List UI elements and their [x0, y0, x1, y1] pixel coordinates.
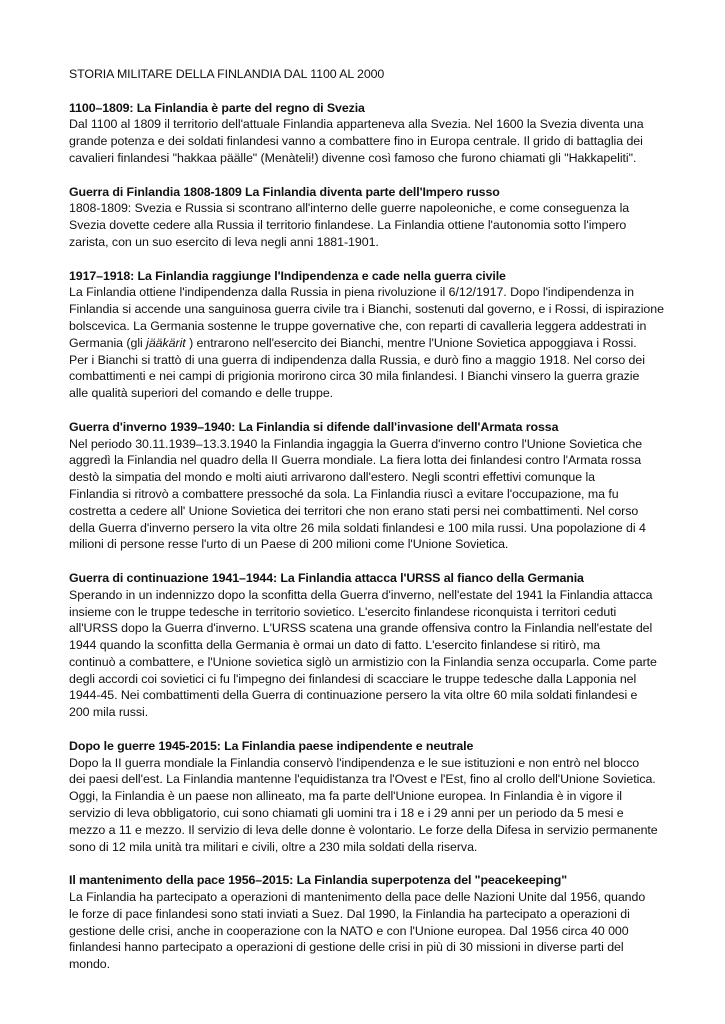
section-heading: Guerra di continuazione 1941–1944: La Finlandia attacca l'URSS al fianco della Germania	[69, 570, 584, 585]
section-body: Dal 1100 al 1809 il territorio dell'attuale Finlandia apparteneva alla Svezia. Nel 1600 la Svezia diventa una grande potenza e dei soldati finlandesi vanno a combattere fino in Europa centrale. Il grido di battaglia dei cavalieri finlandesi "hakkaa päälle" (Menàteli!) divenne così famoso che furono chiamati gli "Hakkapeliti".	[69, 117, 644, 165]
section-peacekeeping	[69, 872, 669, 973]
section-body-part: ) entrarono nell'esercito dei Bianchi, mentre l'Unione Sovietica appoggiava i Rossi. Per i Bianchi si trattò di una guerra di indipendenza dalla Russia, e durò fino a maggio 1918. Nel corso dei combattimenti e nei campi di prigionia morirono circa 30 mila finlandesi. I Bianchi vinsero la guerra grazie alle qualità superiori del comando e delle truppe.	[69, 335, 645, 401]
section-body	[69, 284, 669, 402]
section-body: Dopo la II guerra mondiale la Finlandia conservò l'indipendenza e le sue istituzioni e non entrò nel blocco dei paesi dell'est. La Finlandia mantenne l'equidistanza tra l'Ovest e l'Est, fino al crollo dell'Unione Sovietica. Oggi, la Finlandia è un paese non allineato, ma fa parte dell'Unione europea. In Finlandia è in vigore il servizio di leva obbligatorio, cui sono chiamati gli uomini tra i 18 e i 29 anni per un periodo da 5 mesi e mezzo a 11 e mezzo. Il servizio di leva delle donne è volontario. Le forze della Difesa in servizio permanente sono di 12 mila unità tra militari e civili, oltre a 230 mila soldati della riserva.	[69, 755, 658, 854]
section-heading: Guerra d'inverno 1939–1940: La Finlandia si difende dall'invasione dell'Armata rossa	[69, 419, 559, 434]
section-after-wars	[69, 738, 669, 856]
italic-term: jääkärit	[146, 335, 186, 350]
section-winter-war	[69, 419, 669, 553]
section-continuation-war	[69, 570, 669, 721]
section-body: Nel periodo 30.11.1939–13.3.1940 la Finlandia ingaggia la Guerra d'inverno contro l'Unione Sovietica che aggredì la Finlandia nel quadro della II Guerra mondiale. La fiera lotta dei finlandesi contro l'Armata rossa destò la simpatia del mondo e molti aiuti arrivarono dall'estero. Negli scontri effettivi comunque la Finlandia si ritrovò a combattere pressoché da sola. La Finlandia riuscì a evitare l'occupazione, ma fu costretta a cedere all' Unione Sovietica dei territori che non erano stati persi nei combattimenti. Nel corso della Guerra d'inverno persero la vita oltre 26 mila soldati finlandesi e 100 mila russi. Una popolazione di 4 milioni di persone resse l'urto di un Paese di 200 milioni come l'Unione Sovietica.	[69, 436, 646, 552]
document-title: STORIA MILITARE DELLA FINLANDIA DAL 1100 AL 2000	[69, 67, 385, 81]
section-heading: Dopo le guerre 1945-2015: La Finlandia paese indipendente e neutrale	[69, 738, 474, 753]
section-1808-1809	[69, 184, 669, 251]
section-body: 1808-1809: Svezia e Russia si scontrano all'interno delle guerre napoleoniche, e come conseguenza la Svezia dovette cedere alla Russia il territorio finlandese. La Finlandia ottiene l'autonomia sotto l'impero zarista, con un suo esercito di leva negli anni 1881-1901.	[69, 201, 630, 249]
section-heading: 1100–1809: La Finlandia è parte del regno di Svezia	[69, 100, 365, 115]
section-body: Sperando in un indennizzo dopo la sconfitta della Guerra d'inverno, nell'estate del 1941 la Finlandia attacca insieme con le truppe tedesche in territorio sovietico. L'esercito finlandese riconquista i territori ceduti all'URSS dopo la Guerra d'inverno. L'URSS scatena una grande offensiva contro la Finlandia nell'estate del 1944 quando la sconfitta della Germania è ormai un dato di fatto. L'esercito finlandese si ritirò, ma continuò a combattere, e l'Unione sovietica siglò un armistizio con la Finlandia senza occuparla. Come parte degli accordi coi sovietici ci fu l'impegno dei finlandesi di scacciare le truppe tedesche dalla Lapponia nel 1944-45. Nei combattimenti della Guerra di continuazione persero la vita oltre 60 mila soldati finlandesi e 200 mila russi.	[69, 587, 657, 720]
section-heading: Il mantenimento della pace 1956–2015: La Finlandia superpotenza del "peacekeeping"	[69, 873, 567, 888]
section-body: La Finlandia ha partecipato a operazioni di mantenimento della pace delle Nazioni Unite dal 1956, quando le forze di pace finlandesi sono stati inviati a Suez. Dal 1990, la Finlandia ha partecipato a operazioni di gestione delle crisi, anche in cooperazione con la NATO e con l'Unione europea. Dal 1956 circa 40 000 finlandesi hanno partecipato a operazioni di gestione delle crisi in più di 30 missioni in diverse parti del mondo.	[69, 890, 646, 972]
section-heading: Guerra di Finlandia 1808-1809 La Finlandia diventa parte dell'Impero russo	[69, 184, 500, 199]
section-body-part: La Finlandia ottiene l'indipendenza dalla Russia in piena rivoluzione il 6/12/1917. Dopo l'indipendenza in Finlandia si accende una sanguinosa guerra civile tra i Bianchi, sostenuti dal governo, e i Rossi, di ispirazione bolscevica. La Germania sostenne le truppe governative che, con reparti di cavalleria leggera addestrati in Germania (gli	[69, 285, 664, 350]
section-1917-1918	[69, 268, 669, 402]
section-heading: 1917–1918: La Finlandia raggiunge l'Indipendenza e cade nella guerra civile	[69, 268, 506, 283]
document-page	[69, 66, 669, 990]
section-1100-1809	[69, 100, 669, 167]
